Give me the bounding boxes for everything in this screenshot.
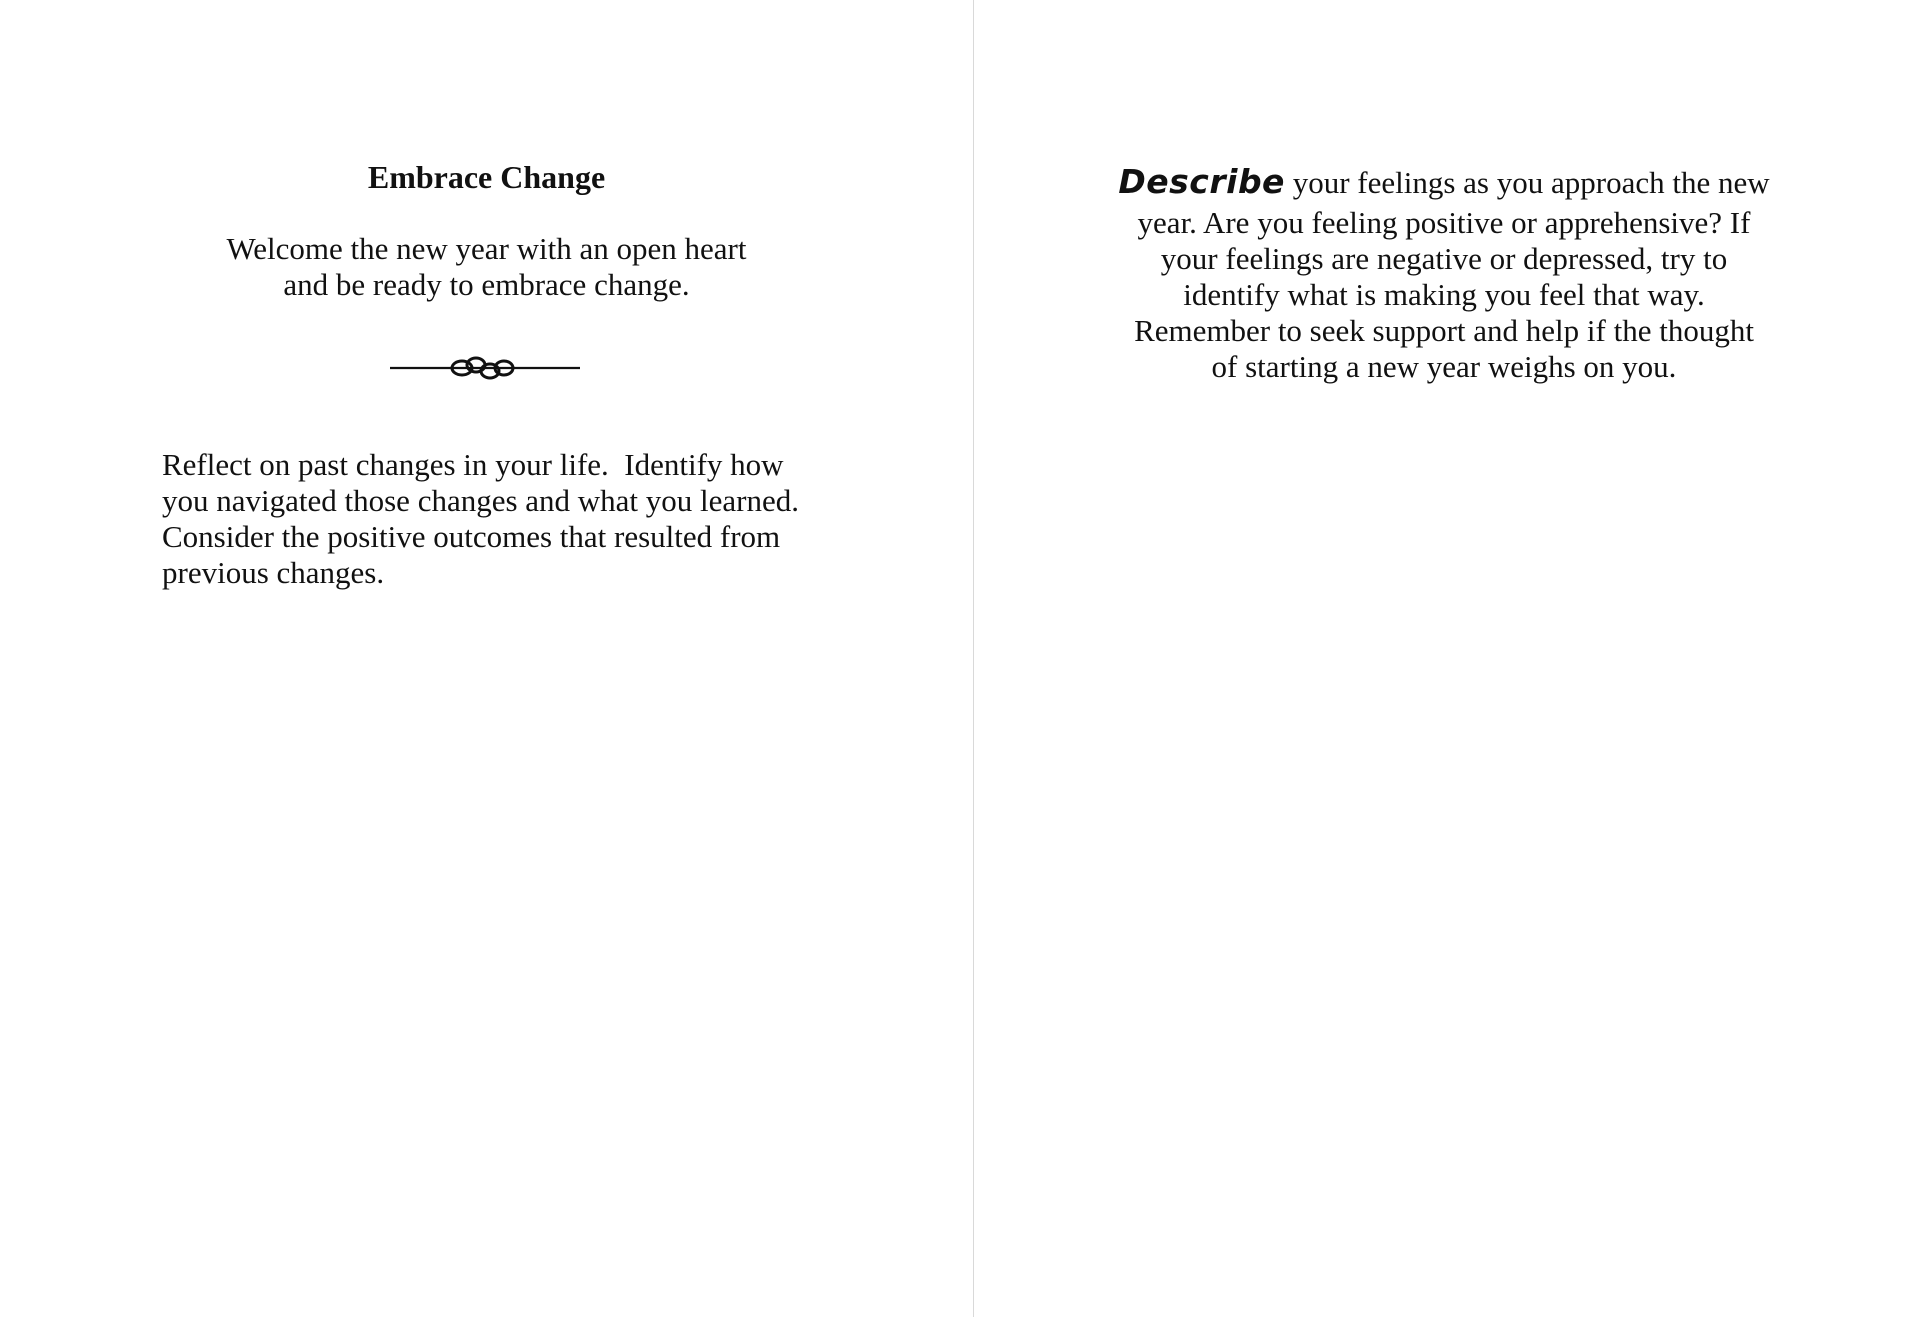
prompt-line: year. Are you feeling positive or apprehensive? If xyxy=(1137,205,1751,240)
prompt-line: of starting a new year weighs on you. xyxy=(1211,349,1677,384)
reflection-text xyxy=(162,447,862,591)
reflection-line: Consider the positive outcomes that resulted from xyxy=(162,519,781,554)
prompt-keyword: Describe xyxy=(1118,162,1285,201)
reflection-line: Reflect on past changes in your life. Identify how xyxy=(162,447,784,482)
prompt-first-line-rest: your feelings as you approach the new xyxy=(1284,165,1770,200)
reflection-line: previous changes. xyxy=(162,555,385,590)
right-page xyxy=(974,0,1912,1317)
reflection-line: you navigated those changes and what you learned. xyxy=(162,483,800,518)
prompt-line: identify what is making you feel that way. xyxy=(1183,277,1705,312)
knot-divider-icon xyxy=(390,352,580,384)
intro-line: Welcome the new year with an open heart xyxy=(226,231,747,266)
intro-line: and be ready to embrace change. xyxy=(283,267,690,302)
prompt-line: Remember to seek support and help if the thought xyxy=(1134,313,1754,348)
page-title: Embrace Change xyxy=(367,159,606,195)
journal-prompt xyxy=(1114,160,1774,385)
prompt-line xyxy=(1114,160,1774,205)
prompt-line: your feelings are negative or depressed, try to xyxy=(1160,241,1728,276)
intro-text xyxy=(0,231,973,303)
